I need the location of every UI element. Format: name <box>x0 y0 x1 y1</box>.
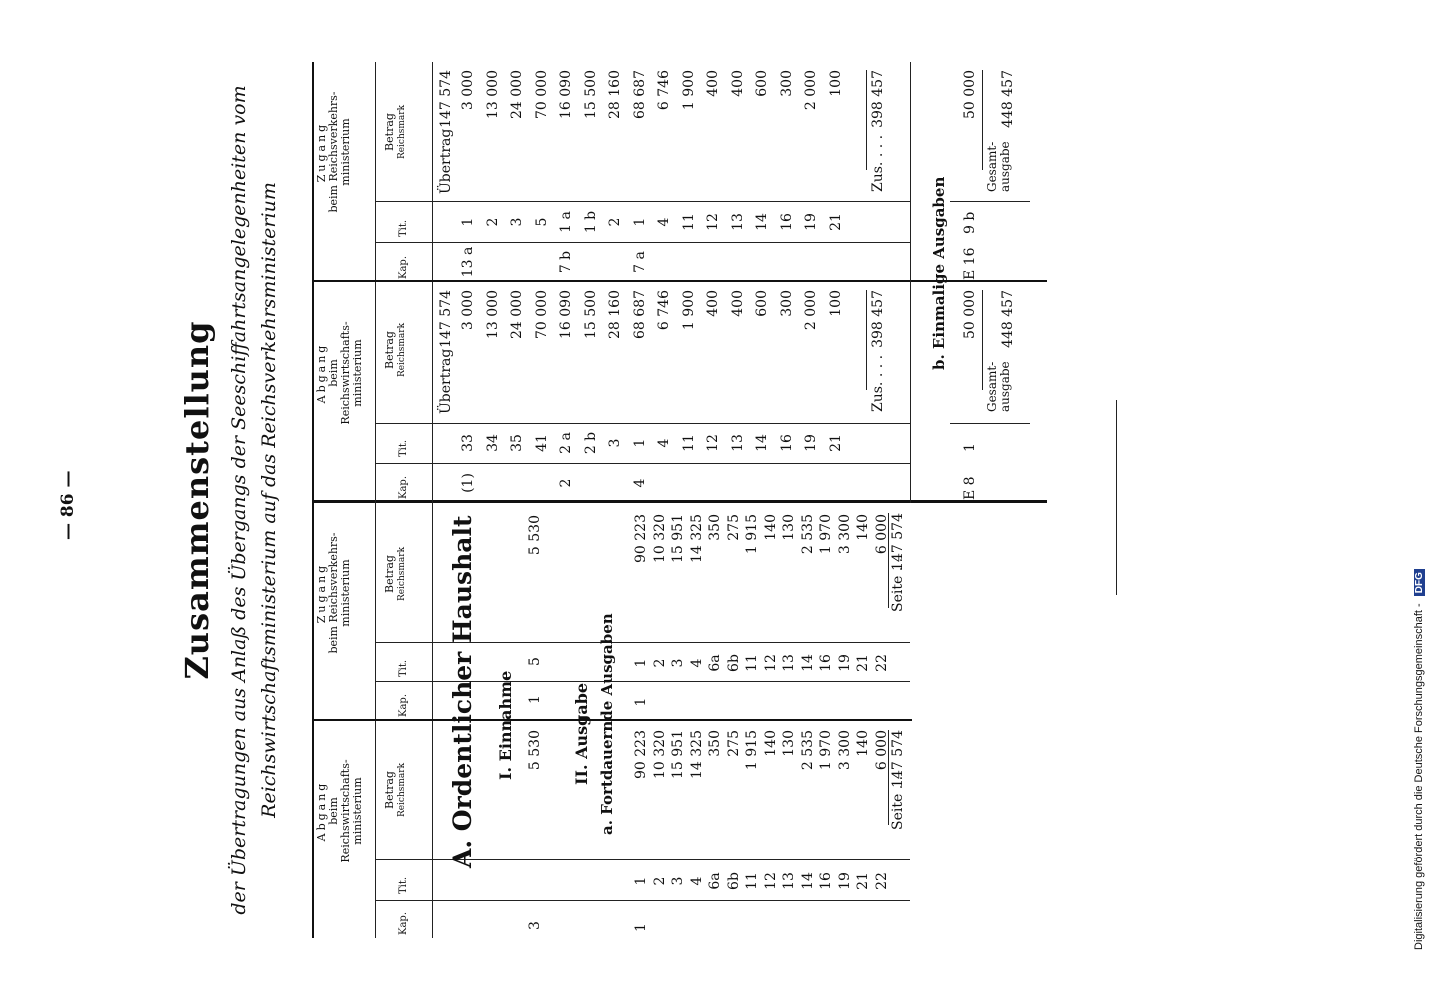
right-zus-value: 398 457 <box>870 290 886 348</box>
gesamt-right-divider <box>950 201 1030 202</box>
z-gesamt-value: 448 457 <box>1000 70 1016 128</box>
right-row-betrag: 15 500 <box>582 290 599 339</box>
left-row-betrag: 15 951 <box>670 730 686 779</box>
right-row-z-betrag: 400 <box>705 70 721 97</box>
right-row-tit: 41 <box>533 434 550 452</box>
einnahme-z-kap: 1 <box>527 695 543 704</box>
right-row-z-betrag: 70 000 <box>533 70 550 119</box>
left-row-betrag: 6 000 <box>873 730 890 771</box>
left-row-z-betrag: 10 320 <box>651 514 668 563</box>
einmalig-betrag: 50 000 <box>962 290 978 339</box>
right-row-z-kap: 7 b <box>558 250 574 274</box>
section-ordentlicher-haushalt: A. Ordentlicher Haushalt <box>448 515 477 868</box>
section-fortdauernde: a. Fortdauernde Ausgaben <box>598 613 616 835</box>
right-row-z-tit: 1 a <box>558 211 574 233</box>
right-row-z-tit: 1 b <box>582 210 599 234</box>
right-row-tit: 34 <box>484 434 501 452</box>
left-row-z-tit: 6a <box>707 654 723 672</box>
right-row-z-betrag: 600 <box>754 70 770 97</box>
left-row-betrag: 90 223 <box>633 730 649 779</box>
left-row-z-betrag: 3 300 <box>836 514 853 555</box>
right-row-betrag: 6 746 <box>656 290 672 331</box>
left-row-z-betrag: 1 970 <box>818 514 834 555</box>
left-row-z-tit: 22 <box>873 654 890 672</box>
right-row-tit: 3 <box>607 438 623 448</box>
left-row-betrag: 1 970 <box>818 730 834 771</box>
right-row-betrag: 68 687 <box>631 290 648 339</box>
right-table-top-rule <box>312 62 314 503</box>
gesamt-label: Gesamt- ausgabe <box>985 361 1012 412</box>
left-row-tit: 11 <box>744 872 760 890</box>
left-row-z-tit: 4 <box>688 658 705 668</box>
einmalig-kap: E 8 <box>962 476 978 500</box>
left-row-z-tit: 2 <box>651 658 668 668</box>
z-gesamt-label: Gesamt- ausgabe <box>985 141 1012 192</box>
z-gesamt-rule <box>982 70 983 170</box>
left-row-z-betrag: 130 <box>781 514 797 541</box>
einnahme-kap: 3 <box>527 921 543 930</box>
right-row-z-betrag: 400 <box>729 70 746 97</box>
right-tit-label: Tit. <box>398 439 409 457</box>
einmalig-tit: 1 <box>962 443 978 452</box>
left-row-betrag: 3 300 <box>836 730 853 771</box>
right-kap-label: Kap. <box>398 475 409 499</box>
left-row-z-betrag: 140 <box>855 514 871 541</box>
right-z-zus-value: 398 457 <box>870 70 886 128</box>
right-row-tit: 4 <box>656 438 672 448</box>
left-z-seite-label: Seite . . <box>890 557 906 612</box>
right-row-betrag: 400 <box>729 290 746 317</box>
right-row-z-tit: 5 <box>533 217 550 227</box>
right-table-head-rule <box>432 62 433 503</box>
left-row-betrag: 140 <box>855 730 871 757</box>
left-row-z-tit: 14 <box>799 654 816 672</box>
right-row-z-tit: 19 <box>803 213 819 231</box>
right-row-betrag: 1 900 <box>680 290 697 331</box>
right-row-tit: 21 <box>827 434 844 452</box>
left-row-tit: 2 <box>651 876 668 886</box>
right-row-tit: 33 <box>460 434 476 452</box>
left-row-z-betrag: 350 <box>707 514 723 541</box>
right-row-z-tit: 21 <box>827 213 844 231</box>
right-row-kap: 4 <box>631 478 648 488</box>
document-subtitle-line1: der Übertragungen aus Anlaß des Übergangs der Seeschiffahrtsangelegenheiten vom <box>228 85 250 915</box>
left-abgang-header: Abgang beim Reichswirtschafts-ministerium <box>315 759 364 863</box>
einmalig-z-betrag: 50 000 <box>962 70 978 119</box>
right-row-betrag: 400 <box>705 290 721 317</box>
left-row-betrag: 350 <box>707 730 723 757</box>
right-row-z-betrag: 28 160 <box>607 70 623 119</box>
right-betrag-label: Betrag Reichsmark <box>383 322 407 378</box>
pen-mark <box>1116 400 1117 595</box>
right-row-z-tit: 4 <box>656 217 672 227</box>
left-row-z-tit: 13 <box>781 654 797 672</box>
left-row-z-tit: 16 <box>818 654 834 672</box>
right-row-betrag: 300 <box>778 290 795 317</box>
right-row-z-tit: 14 <box>754 213 770 231</box>
right-row-z-tit: 12 <box>705 213 721 231</box>
right-row-tit: 1 <box>631 438 648 448</box>
right-row-z-tit: 16 <box>778 213 795 231</box>
left-tit-label: Tit. <box>398 876 409 894</box>
left-z-sum-rule <box>888 513 889 608</box>
right-table-lower-rule <box>910 62 911 503</box>
right-row-z-tit: 11 <box>680 213 697 231</box>
right-row-betrag: 100 <box>827 290 844 317</box>
left-row-tit: 19 <box>836 872 853 890</box>
left-betrag-label: Betrag Reichsmark <box>383 762 407 818</box>
right-ztit-label: Tit. <box>398 219 409 237</box>
right-row-betrag: 13 000 <box>484 290 501 339</box>
right-row-z-kap: 7 a <box>631 251 648 273</box>
right-row-kap: (1) <box>460 473 476 493</box>
left-seite-value: 147 574 <box>890 730 906 788</box>
right-row-tit: 12 <box>705 434 721 452</box>
left-zkap-label: Kap. <box>398 693 409 717</box>
left-seite-label: Seite . . <box>890 775 906 830</box>
left-row-z-betrag: 90 223 <box>633 514 649 563</box>
left-row-tit: 14 <box>799 872 816 890</box>
right-row-tit: 11 <box>680 434 697 452</box>
right-sum-rule <box>866 290 867 390</box>
left-row-z-tit: 21 <box>855 654 871 672</box>
left-row-tit: 21 <box>855 872 871 890</box>
dfg-logo: DFG <box>1414 569 1425 596</box>
right-z-uebertrag-value: 147 574 <box>438 70 454 128</box>
right-row-z-betrag: 3 000 <box>460 70 476 111</box>
right-uebertrag-label: Übertrag <box>438 348 454 414</box>
left-row-z-betrag: 6 000 <box>873 514 890 555</box>
right-row-z-betrag: 68 687 <box>631 70 648 119</box>
left-sum-rule <box>888 730 889 825</box>
left-row-betrag: 10 320 <box>651 730 668 779</box>
right-row-z-betrag: 13 000 <box>484 70 501 119</box>
right-z-zus-label: Zus. . . . <box>870 134 886 192</box>
right-row-tit: 2 b <box>582 431 599 455</box>
einnahme-z-betrag: 5 530 <box>527 515 543 556</box>
right-row-z-betrag: 15 500 <box>582 70 599 119</box>
left-row-betrag: 130 <box>781 730 797 757</box>
gesamt-left-divider <box>950 423 1030 424</box>
right-row-z-betrag: 24 000 <box>509 70 525 119</box>
document-title: Zusammenstellung <box>178 320 216 680</box>
right-row-z-tit: 1 <box>631 217 648 227</box>
left-row-tit: 6a <box>707 872 723 890</box>
left-row-betrag: 14 325 <box>688 730 705 779</box>
right-row-z-kap: 13 a <box>460 246 476 278</box>
gesamt-rule <box>982 290 983 390</box>
right-row-betrag: 28 160 <box>607 290 623 339</box>
center-divider <box>312 500 1047 503</box>
einmalig-z-kap: E 16 <box>962 247 978 280</box>
right-zugang-header: Zugang beim Reichsverkehrs-ministerium <box>315 91 352 213</box>
right-row-z-tit: 2 <box>484 217 501 227</box>
left-kap-label: Kap. <box>398 911 409 935</box>
left-row-tit: 1 <box>633 876 649 886</box>
left-row-z-tit: 6b <box>725 654 742 672</box>
right-row-tit: 19 <box>803 434 819 452</box>
einnahme-betrag: 5 530 <box>527 730 543 771</box>
right-row-tit: 35 <box>509 434 525 452</box>
left-row-kap: 1 <box>633 923 649 932</box>
right-row-tit: 13 <box>729 434 746 452</box>
left-zugang-header: Zugang beim Reichsverkehrs-ministerium <box>315 532 352 654</box>
left-row-tit: 13 <box>781 872 797 890</box>
left-row-z-betrag: 15 951 <box>670 514 686 563</box>
digitization-note <box>1413 30 1425 950</box>
right-row-betrag: 600 <box>754 290 770 317</box>
left-row-z-kap: 1 <box>633 697 649 707</box>
left-row-z-tit: 19 <box>836 654 853 672</box>
right-row-betrag: 2 000 <box>803 290 819 331</box>
left-row-z-tit: 1 <box>633 658 649 668</box>
document-subtitle-line2: Reichswirtschaftsministerium auf das Reichsverkehrsministerium <box>258 182 280 818</box>
right-row-kap: 2 <box>558 478 574 488</box>
left-row-z-betrag: 2 535 <box>799 514 816 555</box>
section-einnahme: I. Einnahme <box>496 670 515 780</box>
left-kap-divider <box>375 900 910 901</box>
right-row-betrag: 16 090 <box>558 290 574 339</box>
right-row-z-betrag: 300 <box>778 70 795 97</box>
right-zbetrag-label: Betrag Reichsmark <box>383 104 407 160</box>
right-row-z-tit: 13 <box>729 213 746 231</box>
right-row-z-betrag: 16 090 <box>558 70 574 119</box>
right-row-tit: 16 <box>778 434 795 452</box>
right-row-z-tit: 2 <box>607 217 623 227</box>
left-ztit-label: Tit. <box>398 659 409 677</box>
left-row-tit: 22 <box>873 872 890 890</box>
left-row-z-tit: 12 <box>762 654 779 672</box>
left-row-betrag: 140 <box>762 730 779 757</box>
left-row-tit: 3 <box>670 876 686 886</box>
left-row-betrag: 1 915 <box>744 730 760 771</box>
right-row-z-betrag: 100 <box>827 70 844 97</box>
digitization-note-text: Digitalisierung gefördert durch die Deutsche Forschungsgemeinschaft - <box>1413 603 1425 950</box>
right-row-betrag: 70 000 <box>533 290 550 339</box>
right-zus-label: Zus. . . . <box>870 354 886 412</box>
right-table-subhead-rule <box>375 62 376 503</box>
left-z-seite-value: 147 574 <box>890 513 906 571</box>
left-row-z-betrag: 275 <box>725 514 742 541</box>
einmalig-z-tit: 9 b <box>962 211 978 234</box>
right-row-z-tit: 3 <box>509 217 525 227</box>
right-row-tit: 2 a <box>558 432 574 454</box>
right-uebertrag-value: 147 574 <box>438 290 454 348</box>
right-row-betrag: 3 000 <box>460 290 476 331</box>
section-ausgabe: II. Ausgabe <box>572 682 591 785</box>
left-row-tit: 16 <box>818 872 834 890</box>
left-row-betrag: 275 <box>725 730 742 757</box>
left-row-betrag: 2 535 <box>799 730 816 771</box>
right-row-z-betrag: 6 746 <box>656 70 672 111</box>
section-einmalige: b. Einmalige Ausgaben <box>930 176 948 370</box>
left-row-tit: 4 <box>688 876 705 886</box>
right-zkap-label: Kap. <box>398 255 409 279</box>
right-abgang-header: Abgang beim Reichswirtschafts-ministerium <box>315 321 364 425</box>
left-row-z-betrag: 14 325 <box>688 514 705 563</box>
einnahme-z-tit: 5 <box>527 657 543 666</box>
right-row-z-tit: 1 <box>460 217 476 227</box>
right-row-tit: 14 <box>754 434 770 452</box>
right-row-z-betrag: 2 000 <box>803 70 819 111</box>
gesamt-value: 448 457 <box>1000 290 1016 348</box>
right-z-sum-rule <box>866 70 867 170</box>
left-row-z-betrag: 140 <box>762 514 779 541</box>
left-row-tit: 6b <box>725 872 742 890</box>
left-row-z-tit: 3 <box>670 658 686 668</box>
left-row-z-betrag: 1 915 <box>744 514 760 555</box>
left-zbetrag-label: Betrag Reichsmark <box>383 546 407 602</box>
right-row-betrag: 24 000 <box>509 290 525 339</box>
left-row-z-tit: 11 <box>744 654 760 672</box>
left-row-tit: 12 <box>762 872 779 890</box>
right-z-uebertrag-label: Übertrag <box>438 128 454 194</box>
right-row-z-betrag: 1 900 <box>680 70 697 111</box>
page-number: — 86 — <box>58 470 78 540</box>
